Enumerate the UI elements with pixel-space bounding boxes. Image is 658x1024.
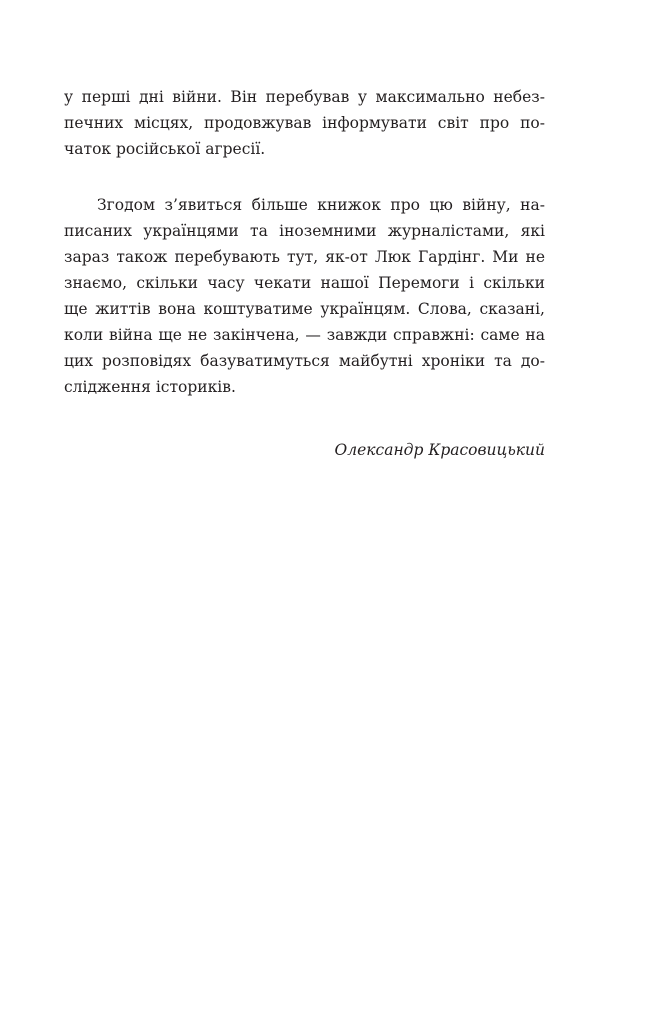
paragraph-line: слідження істориків.: [64, 378, 236, 396]
paragraph-line: печних місцях, продовжував інформувати світ про по-: [64, 114, 545, 132]
paragraph-line: писаних українцями та іноземними журналістами, які: [64, 222, 545, 240]
paragraph-line: знаємо, скільки часу чекати нашої Перемоги і скільки: [64, 274, 545, 292]
author-signature: Олександр Красовицький: [334, 441, 545, 459]
paragraph-line: цих розповідях базуватимуться майбутні хроніки та до-: [64, 352, 545, 370]
paragraph-line: у перші дні війни. Він перебував у максимально небез-: [64, 88, 545, 106]
paragraph-line: коли війна ще не закінчена, — завжди справжні: саме на: [64, 326, 545, 344]
paragraph-line: чаток російської агресії.: [64, 140, 266, 158]
paragraph-line: Згодом з’явиться більше книжок про цю війну, на-: [97, 196, 545, 214]
paragraph-line: зараз також перебувають тут, як-от Люк Гардінг. Ми не: [64, 248, 545, 266]
paragraph-line: ще життів вона коштуватиме українцям. Слова, сказані,: [64, 300, 545, 318]
